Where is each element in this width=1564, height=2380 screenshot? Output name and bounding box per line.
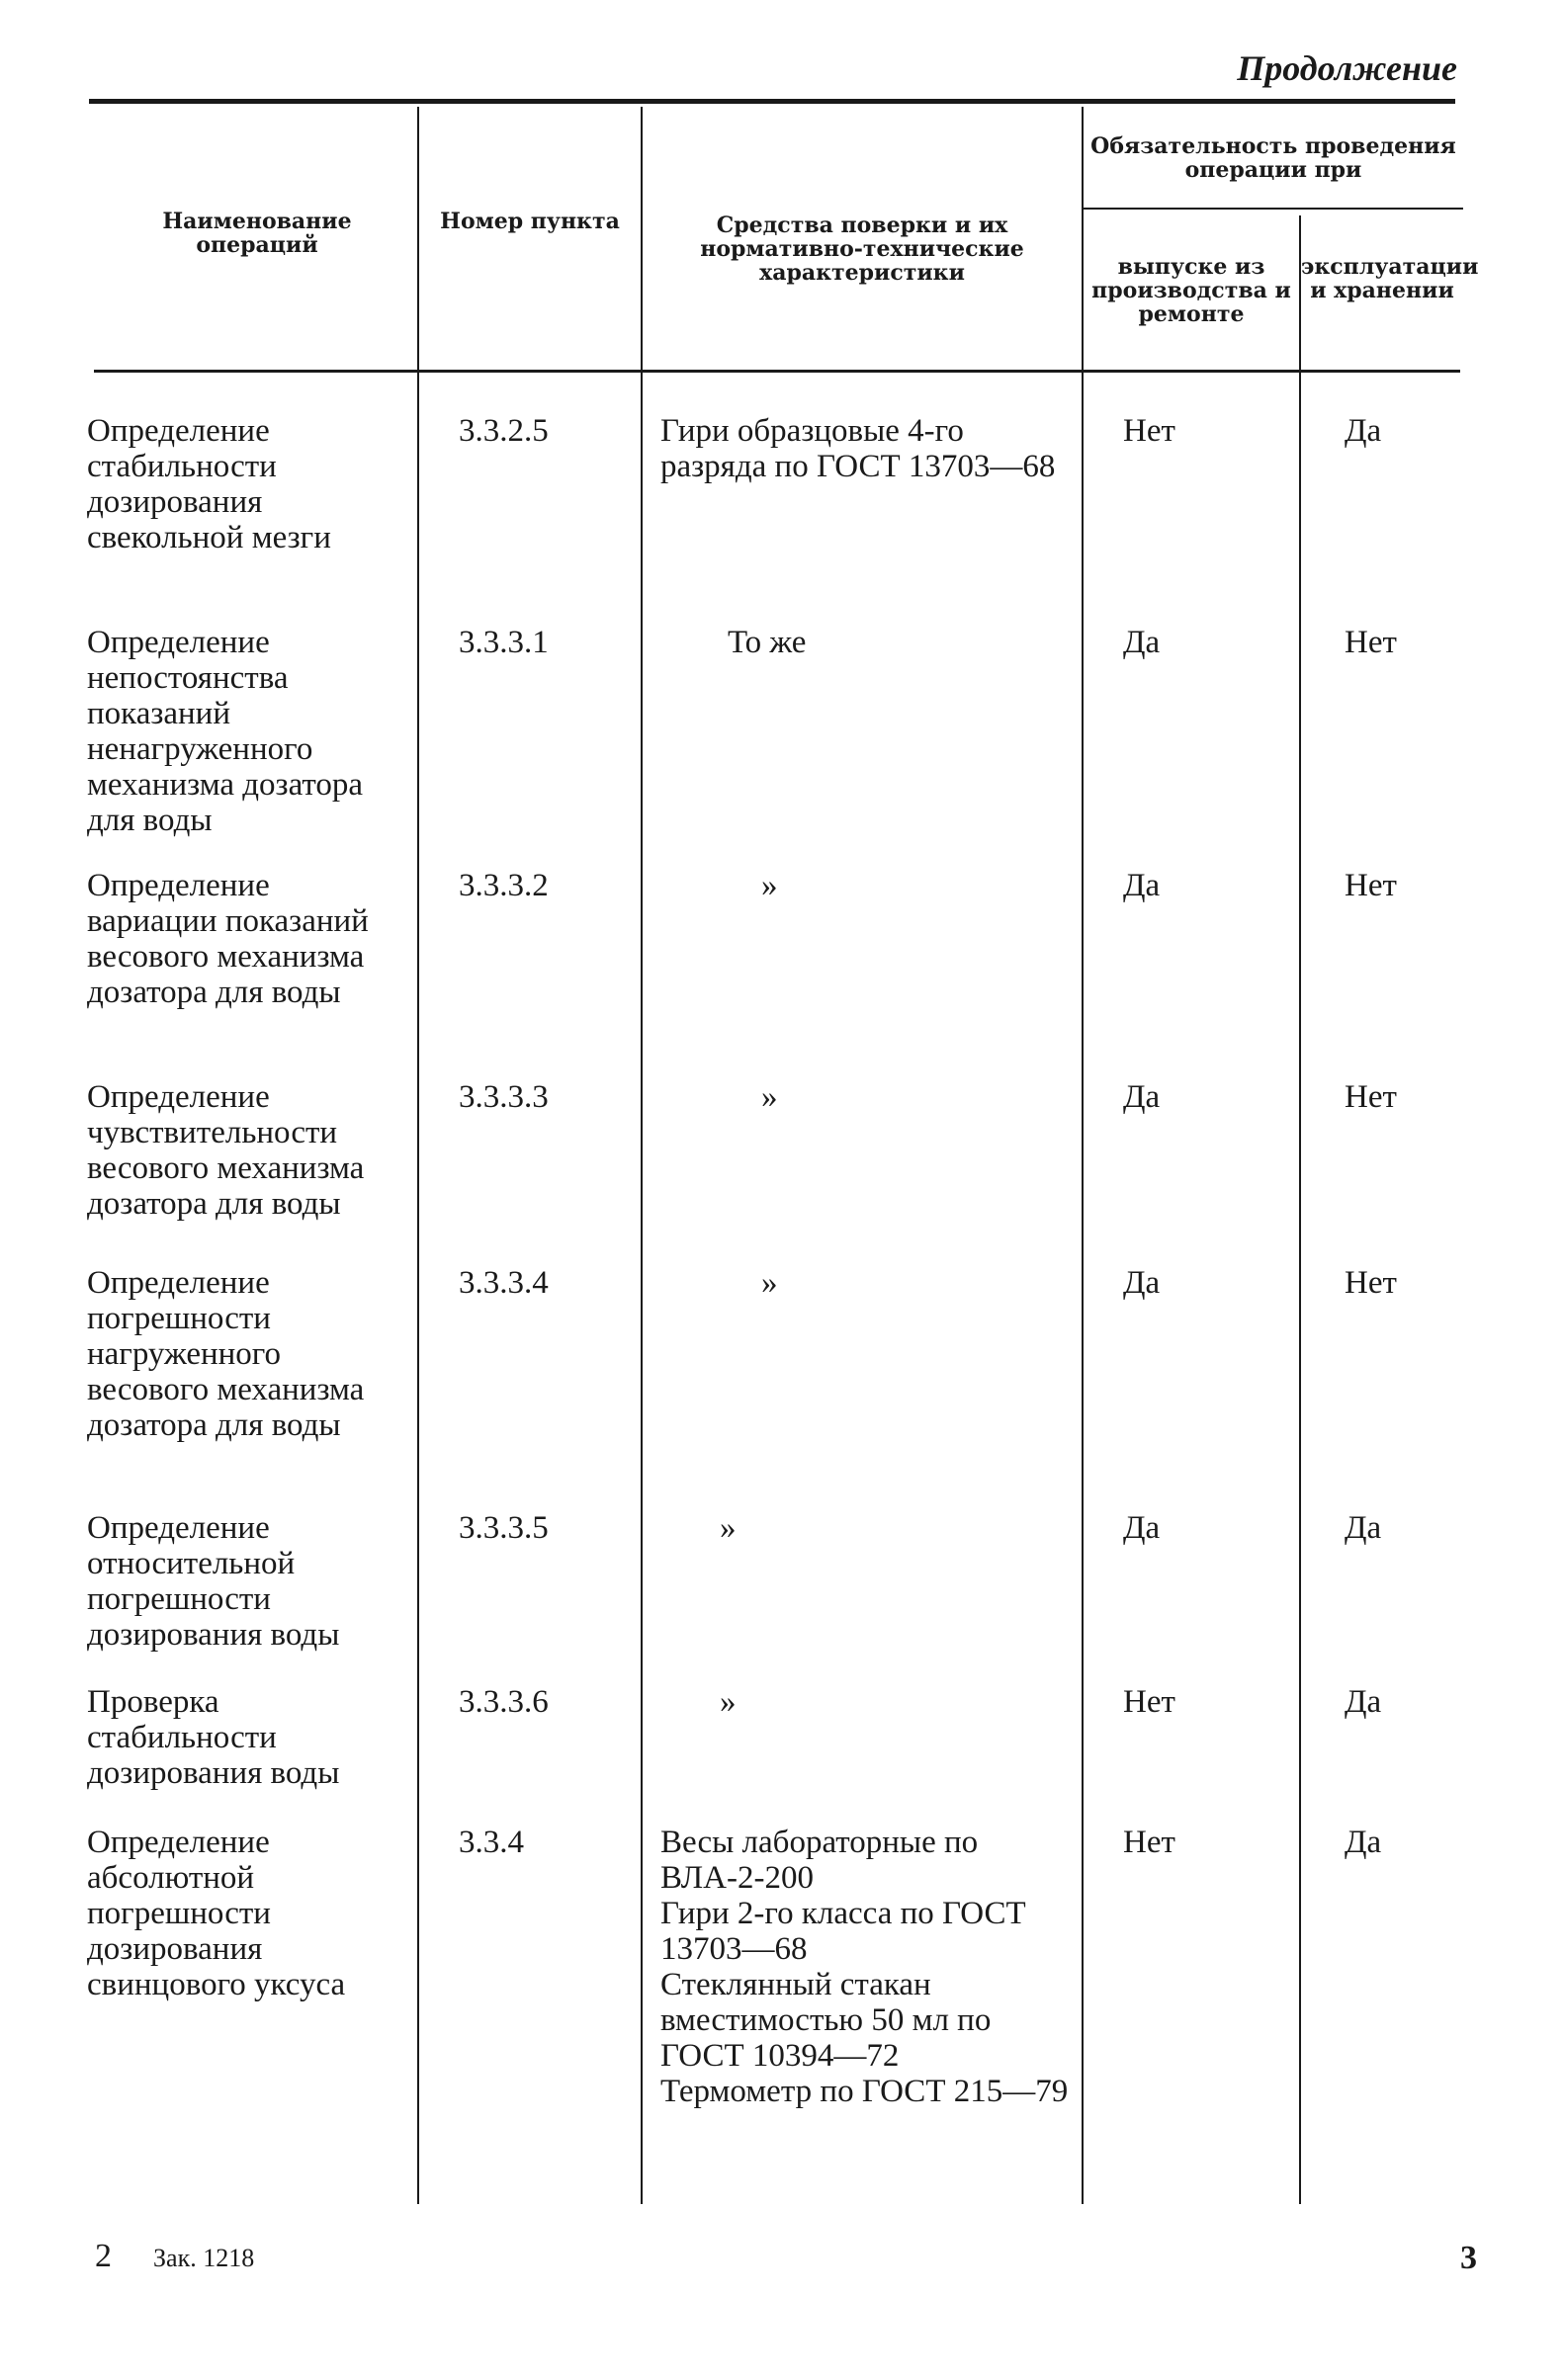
header-obligatory: Обязательность проведения операции при xyxy=(1090,133,1456,183)
table-row-exploitation: Нет xyxy=(1345,1265,1397,1301)
table-row-number: 3.3.3.3 xyxy=(459,1079,549,1115)
header-release: выпуске из производства и ремонте xyxy=(1091,254,1291,327)
table-top-rule xyxy=(89,99,1455,104)
page-number-left: 2 xyxy=(95,2238,112,2274)
table-row-name: Определение стабильности дозирования свекольной мезги xyxy=(87,413,331,555)
table-row-name: Определение вариации показаний весового механизма дозатора для воды xyxy=(87,868,369,1010)
table-row-number: 3.3.3.5 xyxy=(459,1510,549,1546)
table-row-number: 3.3.3.1 xyxy=(459,625,549,660)
table-row-means: » xyxy=(761,1265,778,1301)
table-row-number: 3.3.2.5 xyxy=(459,413,549,449)
table-row-release: Да xyxy=(1123,1265,1161,1301)
order-number: Зак. 1218 xyxy=(153,2244,255,2272)
table-row-number: 3.3.3.2 xyxy=(459,868,549,903)
table-row-number: 3.3.4 xyxy=(459,1825,524,1860)
header-verification-means: Средства поверки и их нормативно-технические характеристики xyxy=(700,212,1024,286)
page-number-right: 3 xyxy=(1460,2240,1477,2276)
table-row-means: » xyxy=(761,1079,778,1115)
table-row-name: Определение чувствительности весового механизма дозатора для воды xyxy=(87,1079,365,1222)
table-row-means: » xyxy=(720,1684,737,1720)
table-row-name: Определение погрешности нагруженного весового механизма дозатора для воды xyxy=(87,1265,365,1443)
table-header-rule xyxy=(94,370,1460,373)
table-row-number: 3.3.3.4 xyxy=(459,1265,549,1301)
table-row-release: Да xyxy=(1123,1079,1161,1115)
table-row-release: Нет xyxy=(1123,1684,1175,1720)
table-row-number: 3.3.3.6 xyxy=(459,1684,549,1720)
table-row-name: Определение непостоянства показаний ненагруженного механизма дозатора для воды xyxy=(87,625,364,838)
table-row-exploitation: Нет xyxy=(1345,868,1397,903)
table-row-exploitation: Да xyxy=(1345,1510,1382,1546)
table-row-exploitation: Нет xyxy=(1345,1079,1397,1115)
column-divider xyxy=(1299,215,1301,2204)
table-row-exploitation: Да xyxy=(1345,413,1382,449)
table-row-release: Нет xyxy=(1123,1825,1175,1860)
table-row-exploitation: Нет xyxy=(1345,625,1397,660)
table-row-release: Да xyxy=(1123,1510,1161,1546)
header-exploitation: эксплуатации и хранении xyxy=(1301,254,1479,303)
table-row-exploitation: Да xyxy=(1345,1684,1382,1720)
column-divider xyxy=(641,107,643,2204)
table-row-release: Да xyxy=(1123,868,1161,903)
continuation-label: Продолжение xyxy=(1237,48,1457,88)
column-divider xyxy=(1082,107,1084,2204)
table-row-release: Да xyxy=(1123,625,1161,660)
table-row-name: Определение абсолютной погрешности дозирования свинцового уксуса xyxy=(87,1825,346,2002)
header-subrule xyxy=(1082,208,1463,210)
table-row-means: » xyxy=(720,1510,737,1546)
header-operation-name: Наименование операций xyxy=(162,209,352,258)
table-row-exploitation: Да xyxy=(1345,1825,1382,1860)
table-row-means: Гири образцовые 4-го разряда по ГОСТ 13703—68 xyxy=(660,413,1056,484)
header-item-number: Номер пункта xyxy=(440,209,620,234)
table-row-means: То же xyxy=(728,625,807,660)
table-row-means: » xyxy=(761,868,778,903)
column-divider xyxy=(417,107,419,2204)
page-footer-left xyxy=(95,2238,254,2275)
table-row-name: Проверка стабильности дозирования воды xyxy=(87,1684,340,1791)
table-row-release: Нет xyxy=(1123,413,1175,449)
table-row-name: Определение относительной погрешности дозирования воды xyxy=(87,1510,340,1653)
table-row-means: Весы лабораторные по ВЛА-2-200 Гири 2-го класса по ГОСТ 13703—68 Стеклянный стакан вместимостью 50 мл по ГОСТ 10394—72 Термометр по ГОСТ 215—79 xyxy=(660,1825,1069,2109)
